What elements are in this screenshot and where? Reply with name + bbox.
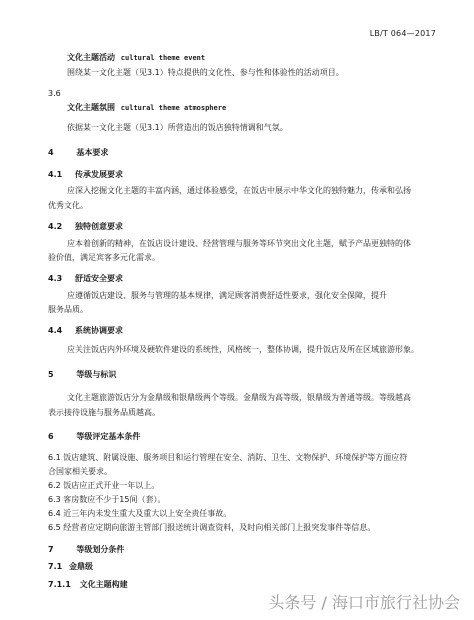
term-title-cn: 文化主题活动 [67,53,115,62]
term-title [67,53,205,63]
clause-title: 系统协调要求 [74,326,123,335]
clause-body-line: 文化主题旅游饭店分为金鼎级和银鼎级两个等级。金鼎级为高等级，银鼎级为普通等级。等级越高 [67,393,411,402]
term-title-en: cultural theme event [120,54,206,62]
condition-item: 6.2 饭店应正式开业一年以上。 [48,481,160,490]
condition-item: 6.1 饭店建筑、附属设施、服务项目和运行管理在安全、消防、卫生、文物保护、环境保护等方面应符 [48,453,408,462]
clause-heading [48,580,128,590]
clause-number: 7.1 [48,562,63,571]
clause-number: 3.6 [48,89,61,98]
section-heading [48,148,108,158]
section-number: 5 [48,370,54,379]
clause-title: 金鼎级 [68,562,93,571]
clause-title: 传承发展要求 [74,170,123,179]
watermark: 头条号 / 海口市旅行社协会 [268,593,460,612]
section-title: 等级划分条件 [76,545,125,554]
section-heading [48,370,116,380]
section-title: 基本要求 [76,148,109,157]
condition-item: 6.4 近三年内未发生重大及重大以上安全责任事故。 [48,509,232,518]
term-title-cn: 文化主题氛围 [67,103,115,112]
section-number: 4 [48,148,54,157]
section-heading [48,545,124,555]
clause-title: 舒适安全要求 [74,274,123,283]
clause-body-line: 应关注饭店内外环境及硬软件建设的系统性，风格统一，整体协调，提升饭店及所在区域旅游形象。 [67,345,419,354]
condition-item: 合国家相关要求。 [48,467,112,476]
section-heading [48,432,140,442]
term-title [67,103,226,113]
clause-body-line: 优秀文化。 [48,201,88,210]
clause-heading [48,274,123,284]
condition-item: 6.3 客房数应不少于15间（套）。 [48,495,166,504]
section-title: 等级与标识 [76,370,117,379]
clause-body-line: 验价值，满足宾客多元化需求。 [48,253,160,262]
clause-body-line: 服务品质。 [48,305,88,314]
condition-item: 6.5 经营者应定期向旅游主管部门报送统计调查资料，及时向相关部门上报突发事件等信息。 [48,523,376,532]
section-number: 7 [48,545,54,554]
section-title: 等级评定基本条件 [76,432,141,441]
clause-number: 7.1.1 [48,580,71,589]
clause-number: 4.3 [48,274,63,283]
clause-heading [48,222,123,232]
clause-number: 4.2 [48,222,63,231]
clause-title: 独特创意要求 [74,222,123,231]
clause-heading [48,326,123,336]
clause-number: 4.4 [48,326,63,335]
clause-number: 4.1 [48,170,63,179]
clause-heading [48,170,123,180]
clause-body-line: 表示接待设施与服务品质越高。 [48,408,160,417]
clause-title: 文化主题构建 [79,580,128,589]
document-code: LB/T 064—2017 [369,29,436,38]
term-definition: 围绕某一文化主题（见3.1）特点提供的文化性、参与性和体验性的活动项目。 [67,68,344,77]
clause-body-line: 应本着创新的精神，在饭店设计建设、经营管理与服务等环节突出文化主题，赋予产品更独特的体 [67,239,411,248]
clause-body-line: 应深入挖掘文化主题的丰富内涵，通过体验感受，在饭店中展示中华文化的独特魅力，传承和弘扬 [67,186,411,195]
section-number: 6 [48,432,54,441]
clause-heading [48,562,93,572]
clause-body-line: 应遵循饭店建设、服务与管理的基本规律，满足顾客消费舒适性要求，强化安全保障，提升 [67,291,387,300]
term-title-en: cultural theme atmosphere [120,104,227,112]
term-definition: 依据某一文化主题（见3.1）所营造出的饭店独特情调和气氛。 [67,123,288,132]
